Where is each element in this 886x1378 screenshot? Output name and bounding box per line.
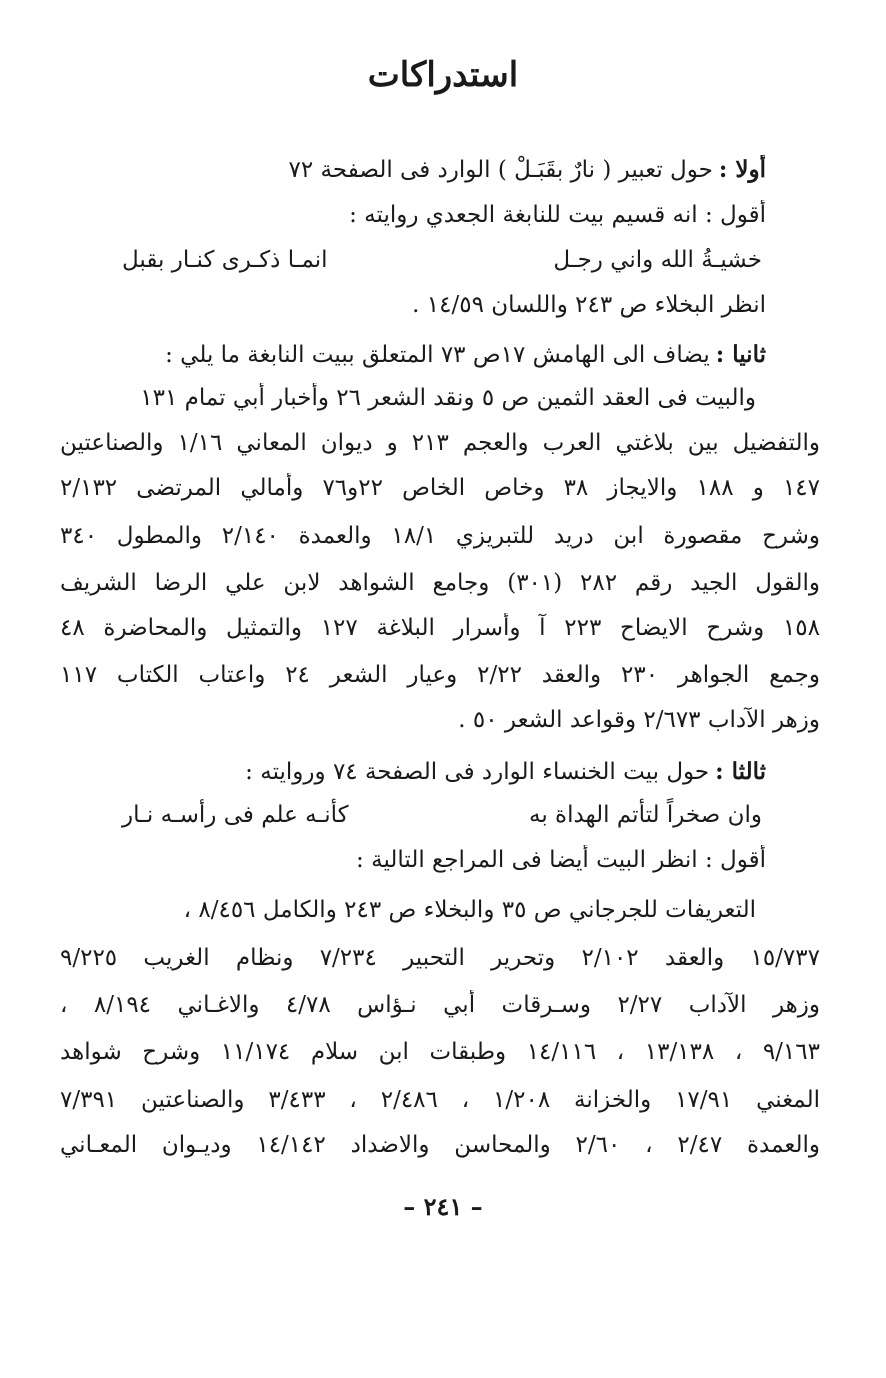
page-title: استدراكات (367, 55, 519, 95)
section2-heading: ثانيا :يضاف الى الهامش ١٧ص ٧٣ المتعلق ببيت النابغة ما يلي : (165, 341, 766, 368)
section3-intro: أقول : انظر البيت أيضا فى المراجع التالية : (356, 847, 766, 873)
section2-text-line: وزهر الآداب ٢/٦٧٣ وقواعد الشعر ٥٠ . (458, 707, 820, 733)
section3-text-line: المغني ١٧/٩١ والخزانة ١/٢٠٨ ، ٢/٤٨٦ ، ٣/٤٣٣ والصناعتين ٧/٣٩١ (60, 1087, 820, 1113)
section1-reference: انظر البخلاء ص ٢٤٣ واللسان ١٤/٥٩ . (412, 292, 766, 318)
verse-2-second-hemistich: كأنـه علم فى رأسـه نـار (122, 802, 349, 828)
section3-text-line: ١٥/٧٣٧ والعقد ٢/١٠٢ وتحرير التحبير ٧/٢٣٤ ونظام الغريب ٩/٢٢٥ (60, 945, 820, 971)
verse-2-first-hemistich: وان صخراً لتأتم الهداة به (529, 802, 762, 828)
section3-heading: ثالثا :حول بيت الخنساء الوارد فى الصفحة ٧٤ وروايته : (245, 758, 766, 785)
section2-text-line: والتفضيل بين بلاغتي العرب والعجم ٢١٣ و ديوان المعاني ١/١٦ والصناعتين (60, 430, 820, 456)
section1-heading: أولا :حول تعبير ( نارٌ بقَبَـلْ ) الوارد فى الصفحة ٧٢ (288, 156, 766, 183)
section2-text-line: ١٥٨ وشرح الايضاح ٢٢٣ آ وأسرار البلاغة ١٢٧ والتمثيل والمحاضرة ٤٨ (60, 615, 820, 641)
verse-1 (122, 245, 762, 275)
section3-text-line: التعريفات للجرجاني ص ٣٥ والبخلاء ص ٢٤٣ والكامل ٨/٤٥٦ ، (183, 897, 756, 923)
section3-label: ثالثا : (715, 758, 766, 785)
section3-text-line: ٩/١٦٣ ، ١٣/١٣٨ ، ١٤/١١٦ وطبقات ابن سلام ١١/١٧٤ وشرح شواهد (60, 1039, 820, 1065)
section1-label: أولا : (718, 156, 766, 183)
section2-text-line: وشرح مقصورة ابن دريد للتبريزي ١٨/١ والعمدة ٢/١٤٠ والمطول ٣٤٠ (60, 523, 820, 549)
section3-text-line: وزهر الآداب ٢/٢٧ وسـرقات أبي نـؤاس ٤/٧٨ والاغـاني ٨/١٩٤ ، (60, 992, 820, 1018)
section2-text-line: والبيت فى العقد الثمين ص ٥ ونقد الشعر ٢٦ وأخبار أبي تمام ١٣١ (140, 385, 756, 411)
verse-1-second-hemistich: انمـا ذكـرى كنـار بقبل (122, 247, 328, 273)
section2-text-line: ١٤٧ و ١٨٨ والايجاز ٣٨ وخاص الخاص ٢٢و٧٦ وأمالي المرتضى ٢/١٣٢ (60, 475, 820, 501)
verse-1-first-hemistich: خشيـةُ الله واني رجـل (553, 247, 762, 273)
page-number: – ٢٤١ – (403, 1192, 483, 1221)
section2-label: ثانيا : (715, 341, 766, 368)
section2-text-line: وجمع الجواهر ٢٣٠ والعقد ٢/٢٢ وعيار الشعر ٢٤ واعتاب الكتاب ١١٧ (60, 662, 820, 688)
verse-2 (122, 800, 762, 830)
section1-intro: أقول : انه قسيم بيت للنابغة الجعدي روايته : (349, 202, 766, 228)
section2-text-line: والقول الجيد رقم ٢٨٢ (٣٠١) وجامع الشواهد لابن علي الرضا الشريف (60, 570, 820, 596)
section3-text-line: والعمدة ٢/٤٧ ، ٢/٦٠ والمحاسن والاضداد ١٤/١٤٢ وديـوان المعـاني (60, 1132, 820, 1158)
